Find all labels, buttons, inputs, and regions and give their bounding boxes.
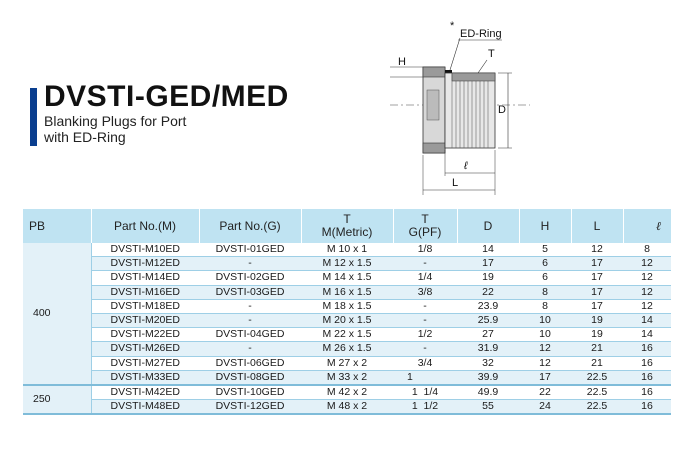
cell-h: 10 — [519, 328, 571, 342]
cell-part-g: DVSTI-08GED — [199, 370, 301, 385]
cell-d: 31.9 — [457, 342, 519, 356]
table-row — [23, 328, 671, 342]
cell-part-g: - — [199, 257, 301, 271]
cell-d: 25.9 — [457, 313, 519, 327]
table-row — [23, 271, 671, 285]
cell-l-script: 12 — [623, 257, 671, 271]
cell-h: 24 — [519, 400, 571, 415]
cell-part-g: DVSTI-10GED — [199, 385, 301, 400]
cell-l-upper: 17 — [571, 299, 623, 313]
cell-l-upper: 17 — [571, 257, 623, 271]
cell-h: 6 — [519, 257, 571, 271]
cell-h: 8 — [519, 285, 571, 299]
cell-part-m: DVSTI-M48ED — [91, 400, 199, 415]
cell-part-g: DVSTI-02GED — [199, 271, 301, 285]
cell-h: 6 — [519, 271, 571, 285]
cell-h: 12 — [519, 342, 571, 356]
table-header-row — [23, 209, 671, 243]
cell-t-pf: 1/8 — [393, 243, 457, 257]
drawing-label-d: D — [498, 104, 506, 116]
cell-h: 17 — [519, 370, 571, 385]
header-l-upper: L — [571, 209, 623, 243]
cell-l-script: 14 — [623, 328, 671, 342]
table-row — [23, 356, 671, 370]
cell-part-g: DVSTI-01GED — [199, 243, 301, 257]
cell-part-m: DVSTI-M12ED — [91, 257, 199, 271]
table-row — [23, 313, 671, 327]
cell-d: 19 — [457, 271, 519, 285]
pb-group-cell: 400 — [23, 243, 91, 385]
cell-t-metric: M 27 x 2 — [301, 356, 393, 370]
cell-t-metric: M 14 x 1.5 — [301, 271, 393, 285]
cell-part-m: DVSTI-M42ED — [91, 385, 199, 400]
cell-part-m: DVSTI-M14ED — [91, 271, 199, 285]
cell-part-m: DVSTI-M16ED — [91, 285, 199, 299]
header-d: D — [457, 209, 519, 243]
drawing-label-ed-ring: ED-Ring — [460, 28, 502, 40]
drawing-label-h: H — [398, 56, 406, 68]
cell-l-script: 16 — [623, 356, 671, 370]
cell-part-g: - — [199, 342, 301, 356]
cell-l-upper: 19 — [571, 328, 623, 342]
pb-group-cell: 250 — [23, 385, 91, 414]
cell-part-m: DVSTI-M10ED — [91, 243, 199, 257]
cell-part-m: DVSTI-M20ED — [91, 313, 199, 327]
cell-l-script: 14 — [623, 313, 671, 327]
cell-d: 17 — [457, 257, 519, 271]
cell-l-script: 16 — [623, 385, 671, 400]
cell-d: 23.9 — [457, 299, 519, 313]
cell-part-m: DVSTI-M18ED — [91, 299, 199, 313]
cell-l-upper: 21 — [571, 356, 623, 370]
cell-l-script: 16 — [623, 370, 671, 385]
cell-t-pf: - — [393, 342, 457, 356]
threaded-body-shape — [445, 73, 495, 148]
cell-t-metric: M 33 x 2 — [301, 370, 393, 385]
cell-t-metric: M 22 x 1.5 — [301, 328, 393, 342]
specification-table — [23, 209, 671, 415]
cell-l-script: 12 — [623, 271, 671, 285]
cell-part-g: DVSTI-04GED — [199, 328, 301, 342]
header-t-metric: T M(Metric) — [301, 209, 393, 243]
cell-h: 12 — [519, 356, 571, 370]
cell-h: 10 — [519, 313, 571, 327]
table-row — [23, 257, 671, 271]
drawing-label-l-script: ℓ — [464, 160, 468, 172]
cell-h: 8 — [519, 299, 571, 313]
cell-t-pf: 1/4 — [393, 271, 457, 285]
cell-l-script: 8 — [623, 243, 671, 257]
cell-d: 32 — [457, 356, 519, 370]
cell-t-pf: 3/4 — [393, 356, 457, 370]
cell-t-pf: - — [393, 313, 457, 327]
cell-l-script: 12 — [623, 299, 671, 313]
cell-t-pf: - — [393, 257, 457, 271]
cell-l-upper: 21 — [571, 342, 623, 356]
product-subtitle — [44, 113, 186, 145]
cell-d: 39.9 — [457, 370, 519, 385]
header-h: H — [519, 209, 571, 243]
cell-part-m: DVSTI-M26ED — [91, 342, 199, 356]
cell-part-g: DVSTI-06GED — [199, 356, 301, 370]
header-part-m: Part No.(M) — [91, 209, 199, 243]
cell-part-g: DVSTI-03GED — [199, 285, 301, 299]
title-accent-bar — [30, 88, 37, 146]
header-t-pf: T G(PF) — [393, 209, 457, 243]
cell-h: 22 — [519, 385, 571, 400]
cell-l-upper: 17 — [571, 285, 623, 299]
cell-d: 14 — [457, 243, 519, 257]
cell-l-script: 16 — [623, 400, 671, 415]
cell-t-pf: - — [393, 299, 457, 313]
cell-h: 5 — [519, 243, 571, 257]
cell-t-metric: M 12 x 1.5 — [301, 257, 393, 271]
cell-t-metric: M 10 x 1 — [301, 243, 393, 257]
drawing-label-asterisk: * — [450, 20, 455, 32]
cell-t-pf: 3/8 — [393, 285, 457, 299]
cell-part-m: DVSTI-M27ED — [91, 356, 199, 370]
cell-part-m: DVSTI-M33ED — [91, 370, 199, 385]
drawing-label-l-upper: L — [452, 177, 459, 189]
cell-t-metric: M 42 x 2 — [301, 385, 393, 400]
cell-t-pf: 1/2 — [393, 328, 457, 342]
cell-l-script: 16 — [623, 342, 671, 356]
cell-d: 27 — [457, 328, 519, 342]
cell-d: 49.9 — [457, 385, 519, 400]
cell-l-upper: 17 — [571, 271, 623, 285]
header-part-g: Part No.(G) — [199, 209, 301, 243]
cell-t-pf: 1 — [393, 370, 457, 385]
cell-d: 55 — [457, 400, 519, 415]
cell-l-script: 12 — [623, 285, 671, 299]
subtitle-line-1: Blanking Plugs for Port — [44, 113, 187, 129]
cell-part-m: DVSTI-M22ED — [91, 328, 199, 342]
cell-t-metric: M 48 x 2 — [301, 400, 393, 415]
cell-part-g: DVSTI-12GED — [199, 400, 301, 415]
subtitle-line-2: with ED-Ring — [44, 129, 126, 145]
cell-l-upper: 22.5 — [571, 370, 623, 385]
product-title: DVSTI-GED/MED — [44, 80, 289, 113]
table-row — [23, 342, 671, 356]
cell-t-metric: M 18 x 1.5 — [301, 299, 393, 313]
cell-l-upper: 22.5 — [571, 385, 623, 400]
drawing-label-t: T — [488, 48, 495, 60]
table-row — [23, 299, 671, 313]
table-row — [23, 385, 671, 400]
cell-t-pf: 1 1/2 — [393, 400, 457, 415]
plug-technical-drawing — [380, 10, 540, 195]
cell-part-g: - — [199, 313, 301, 327]
table-row — [23, 400, 671, 415]
cell-t-metric: M 20 x 1.5 — [301, 313, 393, 327]
cell-l-upper: 12 — [571, 243, 623, 257]
cell-l-upper: 22.5 — [571, 400, 623, 415]
cell-part-g: - — [199, 299, 301, 313]
cell-t-metric: M 16 x 1.5 — [301, 285, 393, 299]
header-pb: PB — [23, 209, 91, 243]
cell-t-pf: 1 1/4 — [393, 385, 457, 400]
cell-l-upper: 19 — [571, 313, 623, 327]
table-row — [23, 285, 671, 299]
header-l-script: ℓ — [623, 209, 671, 243]
cell-d: 22 — [457, 285, 519, 299]
table-row — [23, 370, 671, 385]
cell-t-metric: M 26 x 1.5 — [301, 342, 393, 356]
table-row — [23, 243, 671, 257]
